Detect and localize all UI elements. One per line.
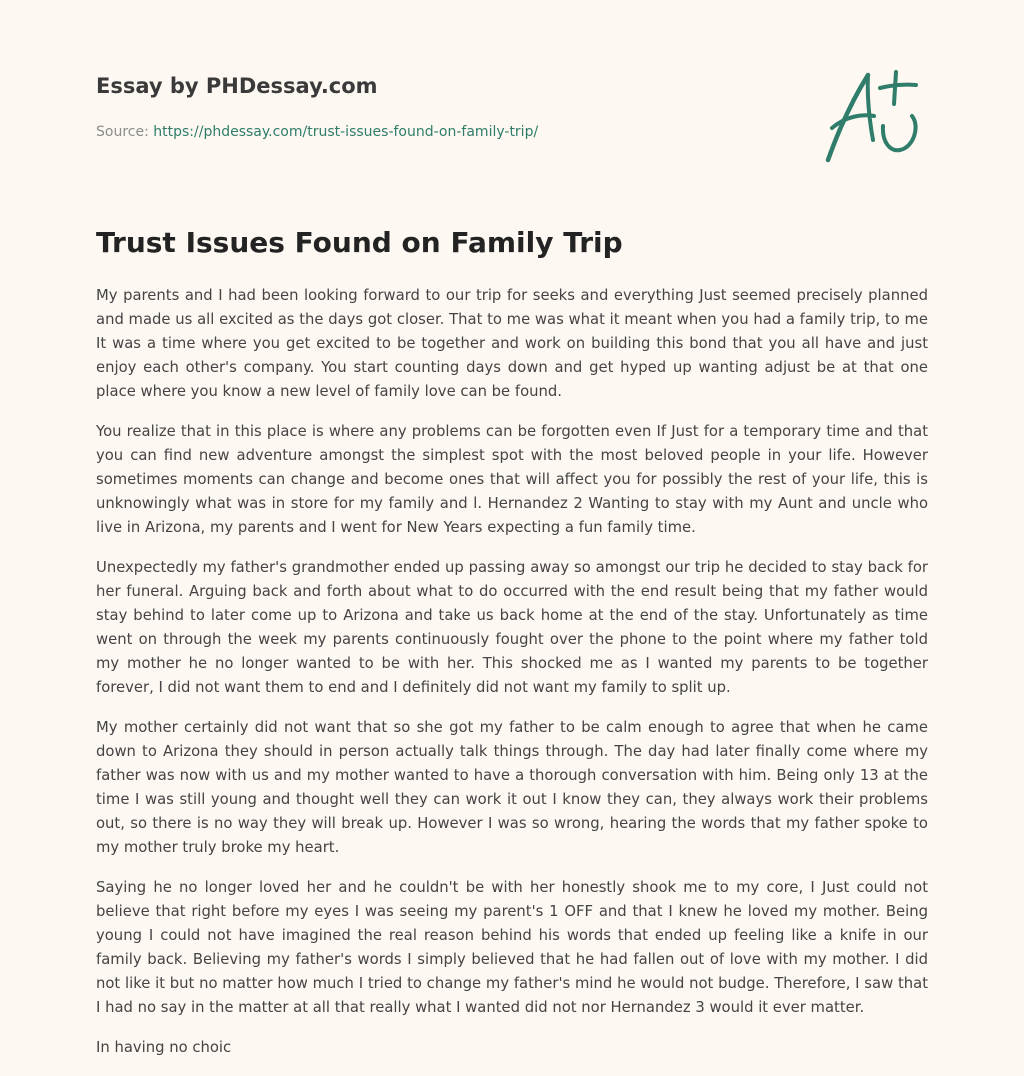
a-plus-grade-icon (824, 68, 928, 166)
source-label: Source: (96, 124, 154, 140)
essay-paragraph: My parents and I had been looking forward to our trip for seeks and everything Just seemed precisely planned and made us all excited as the days got closer. That to me was what it meant when you had a family trip, to me It was a time where you get excited to be together and work on building this bond that you all have and just enjoy each other's company. You start counting days down and get hyped up wanting adjust be at that one place where you know a new level of family love can be found. (96, 287, 928, 400)
source-link[interactable]: https://phdessay.com/trust-issues-found-on-family-trip/ (153, 124, 539, 140)
essay-paragraph: You realize that in this place is where any problems can be forgotten even If Just for a temporary time and that you can find new adventure amongst the simplest spot with the most beloved people in your life. However sometimes moments can change and become ones that will affect you for possibly the rest of your life, this is unknowingly what was in store for my family and l. Hernandez 2 Wanting to stay with my Aunt and uncle who live in Arizona, my parents and I went for New Years expecting a fun family time. (96, 423, 928, 536)
essay-paragraph: Unexpectedly my father's grandmother ended up passing away so amongst our trip he decided to stay back for her funeral. Arguing back and forth about what to do occurred with the end result being that my father would stay behind to later come up to Arizona and take us back home at the end of the stay. Unfortunately as time went on through the week my parents continuously fought over the phone to the point where my father told my mother he no longer wanted to be with her. This shocked me as I wanted my parents to be together forever, I did not want them to end and I definitely did not want my family to split up. (96, 559, 928, 696)
essay-title: Trust Issues Found on Family Trip (96, 226, 623, 259)
site-title: Essay by PHDessay.com (96, 74, 378, 98)
essay-paragraph: Saying he no longer loved her and he couldn't be with her honestly shook me to my core, I Just could not believe that right before my eyes I was seeing my parent's 1 OFF and that I knew he loved my mother. Being young I could not have imagined the real reason behind his words that ended up feeling like a knife in our family back. Believing my father's words I simply believed that he had fallen out of love with my mother. I did not like it but no matter how much I tried to change my father's mind he would not budge. Therefore, I saw that I had no say in the matter at all that really what I wanted did not nor Hernandez 3 would it ever matter. (96, 879, 928, 1016)
essay-header (96, 0, 928, 180)
essay-paragraph: My mother certainly did not want that so she got my father to be calm enough to agree that when he came down to Arizona they should in person actually talk things through. The day had later finally come where my father was now with us and my mother wanted to have a thorough conversation with him. Being only 13 at the time I was still young and thought well they can work it out I know they can, they always work their problems out, so there is no way they will break up. However I was so wrong, hearing the words that my father spoke to my mother truly broke my heart. (96, 719, 928, 856)
essay-body (96, 284, 928, 1076)
source-line (96, 124, 538, 140)
essay-paragraph-truncated: In having no choic (96, 1039, 232, 1056)
